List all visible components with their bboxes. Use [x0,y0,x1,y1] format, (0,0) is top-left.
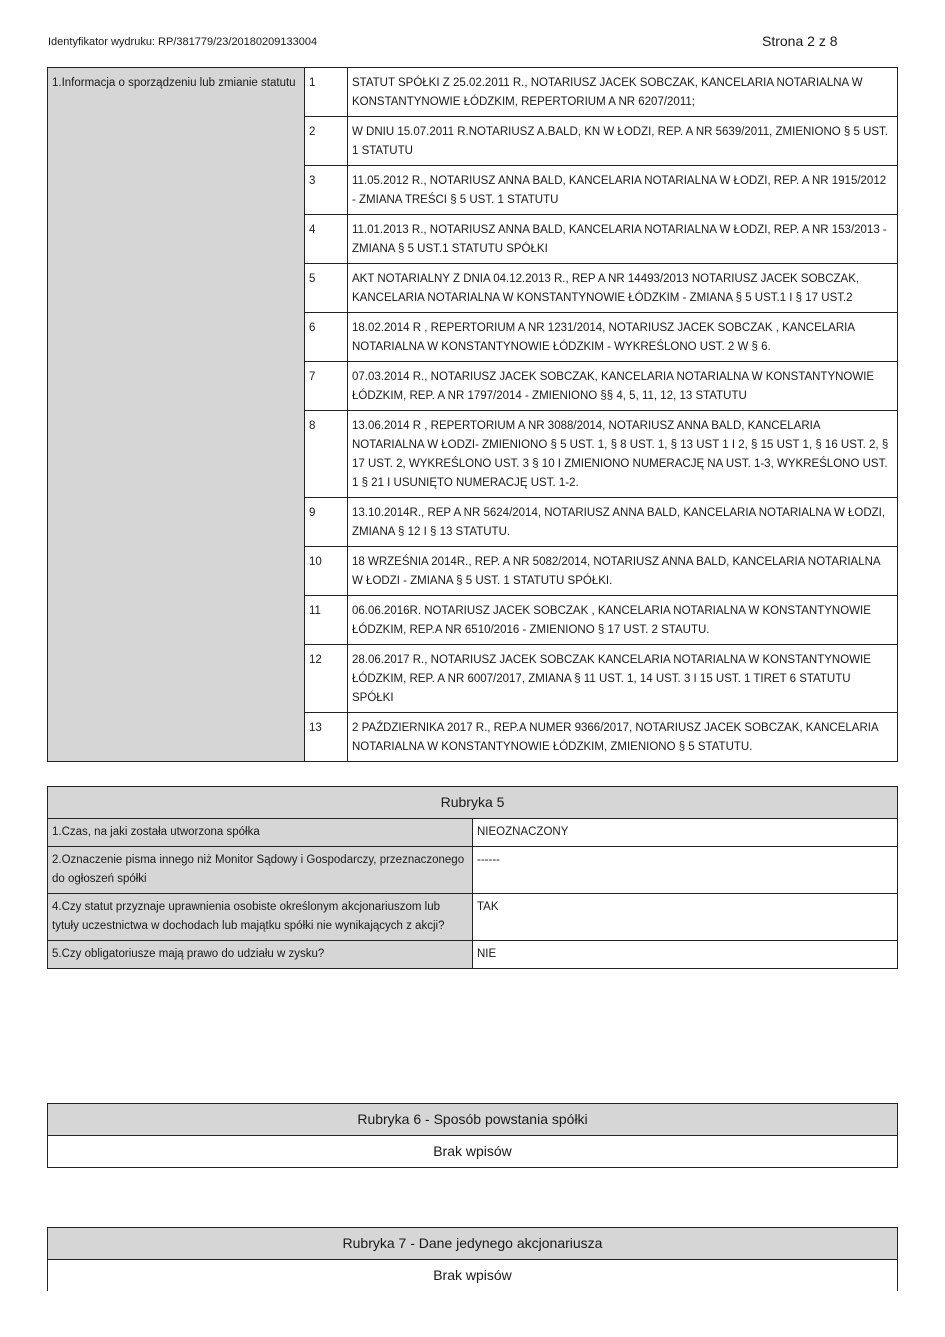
row-text: 06.06.2016R. NOTARIUSZ JACEK SOBCZAK , KANCELARIA NOTARIALNA W KONSTANTYNOWIE ŁÓDZKIM, REP.A NR 6510/2016 - ZMIENIONO § 17 UST. 2 STAUTU. [348,596,898,645]
field-label: 4.Czy statut przyznaje uprawnienia osobiste określonym akcjonariuszom lub tytuły uczestnictwa w dochodach lub majątku spółki nie wynikających z akcji? [48,894,473,941]
field-label: 2.Oznaczenie pisma innego niż Monitor Sądowy i Gospodarczy, przeznaczonego do ogłoszeń spółki [48,847,473,894]
row-text: 13.06.2014 R , REPERTORIUM A NR 3088/2014, NOTARIUSZ ANNA BALD, KANCELARIA NOTARIALNA W ŁODZI- ZMIENIONO § 5 UST. 1, § 8 UST. 1, § 13 UST 1 I 2, § 15 UST 1, § 16 UST. 2, § 17 UST. 2, WYKREŚLONO UST. 3 § 10 I ZMIENIONO NUMERACJĘ NA UST. 1-3, WYKREŚLONO UST. 1 § 21 I USUNIĘTO NUMERACJĘ UST. 1-2. [348,411,898,498]
row-number: 6 [305,313,348,362]
print-identifier: Identyfikator wydruku: RP/381779/23/20180209133004 [48,36,318,48]
row-text: 2 PAŹDZIERNIKA 2017 R., REP.A NUMER 9366/2017, NOTARIUSZ JACEK SOBCZAK, KANCELARIA NOTARIALNA W KONSTANTYNOWIE ŁÓDZKIM, ZMIENIONO § 5 STATUTU. [348,713,898,762]
field-label: 1.Czas, na jaki została utworzona spółka [48,819,473,847]
section-header-row [48,1228,898,1260]
field-label: 5.Czy obligatoriusze mają prawo do udziału w zysku? [48,941,473,969]
table-row [48,941,898,969]
row-text: AKT NOTARIALNY Z DNIA 04.12.2013 R., REP A NR 14493/2013 NOTARIUSZ JACEK SOBCZAK, KANCELARIA NOTARIALNA W KONSTANTYNOWIE ŁÓDZKIM - ZMIANA § 5 UST.1 I § 17 UST.2 [348,264,898,313]
table-row [48,1136,898,1168]
section-title: Rubryka 5 [48,787,898,819]
empty-entries-text: Brak wpisów [48,1260,898,1292]
section-title: Rubryka 7 - Dane jedynego akcjonariusza [48,1228,898,1260]
row-number: 3 [305,166,348,215]
row-number: 1 [305,68,348,117]
rubryka-5-table [47,786,898,969]
table-row [48,819,898,847]
row-number: 9 [305,498,348,547]
row-text: 18.02.2014 R , REPERTORIUM A NR 1231/2014, NOTARIUSZ JACEK SOBCZAK , KANCELARIA NOTARIALNA W KONSTANTYNOWIE ŁÓDZKIM - WYKREŚLONO UST. 2 W § 6. [348,313,898,362]
row-number: 4 [305,215,348,264]
row-text: 28.06.2017 R., NOTARIUSZ JACEK SOBCZAK KANCELARIA NOTARIALNA W KONSTANTYNOWIE ŁÓDZKIM, REP. A NR 6007/2017, ZMIANA § 11 UST. 1, 14 UST. 3 I 15 UST. 1 TIRET 6 STATUTU SPÓŁKI [348,645,898,713]
table-row [48,847,898,894]
rubryka-7-table [47,1227,898,1291]
row-text: 13.10.2014R., REP A NR 5624/2014, NOTARIUSZ ANNA BALD, KANCELARIA NOTARIALNA W ŁODZI, ZMIANA § 12 I § 13 STATUTU. [348,498,898,547]
table-row [48,894,898,941]
row-number: 5 [305,264,348,313]
table-row [48,68,898,117]
row-number: 8 [305,411,348,498]
empty-entries-text: Brak wpisów [48,1136,898,1168]
row-text: 11.01.2013 R., NOTARIUSZ ANNA BALD, KANCELARIA NOTARIALNA W ŁODZI, REP. A NR 153/2013 - ZMIANA § 5 UST.1 STATUTU SPÓŁKI [348,215,898,264]
row-text: 11.05.2012 R., NOTARIUSZ ANNA BALD, KANCELARIA NOTARIALNA W ŁODZI, REP. A NR 1915/2012 - ZMIANA TREŚCI § 5 UST. 1 STATUTU [348,166,898,215]
page-number: Strona 2 z 8 [762,33,838,49]
statute-label: 1.Informacja o sporządzeniu lub zmianie statutu [48,68,305,762]
row-number: 10 [305,547,348,596]
field-value: NIEOZNACZONY [473,819,898,847]
section-header-row [48,787,898,819]
row-number: 7 [305,362,348,411]
row-text: 18 WRZEŚNIA 2014R., REP. A NR 5082/2014, NOTARIUSZ ANNA BALD, KANCELARIA NOTARIALNA W ŁODZI - ZMIANA § 5 UST. 1 STATUTU SPÓŁKI. [348,547,898,596]
rubryka-6-table [47,1103,898,1168]
row-number: 13 [305,713,348,762]
field-value: ------ [473,847,898,894]
row-number: 2 [305,117,348,166]
row-number: 12 [305,645,348,713]
row-text: STATUT SPÓŁKI Z 25.02.2011 R., NOTARIUSZ JACEK SOBCZAK, KANCELARIA NOTARIALNA W KONSTANTYNOWIE ŁÓDZKIM, REPERTORIUM A NR 6207/2011; [348,68,898,117]
section-title: Rubryka 6 - Sposób powstania spółki [48,1104,898,1136]
statute-table [47,67,898,762]
row-number: 11 [305,596,348,645]
field-value: NIE [473,941,898,969]
section-header-row [48,1104,898,1136]
field-value: TAK [473,894,898,941]
table-row [48,1260,898,1292]
row-text: 07.03.2014 R., NOTARIUSZ JACEK SOBCZAK, KANCELARIA NOTARIALNA W KONSTANTYNOWIE ŁÓDZKIM, REP. A NR 1797/2014 - ZMIENIONO §§ 4, 5, 11, 12, 13 STATUTU [348,362,898,411]
row-text: W DNIU 15.07.2011 R.NOTARIUSZ A.BALD, KN W ŁODZI, REP. A NR 5639/2011, ZMIENIONO § 5 UST. 1 STATUTU [348,117,898,166]
